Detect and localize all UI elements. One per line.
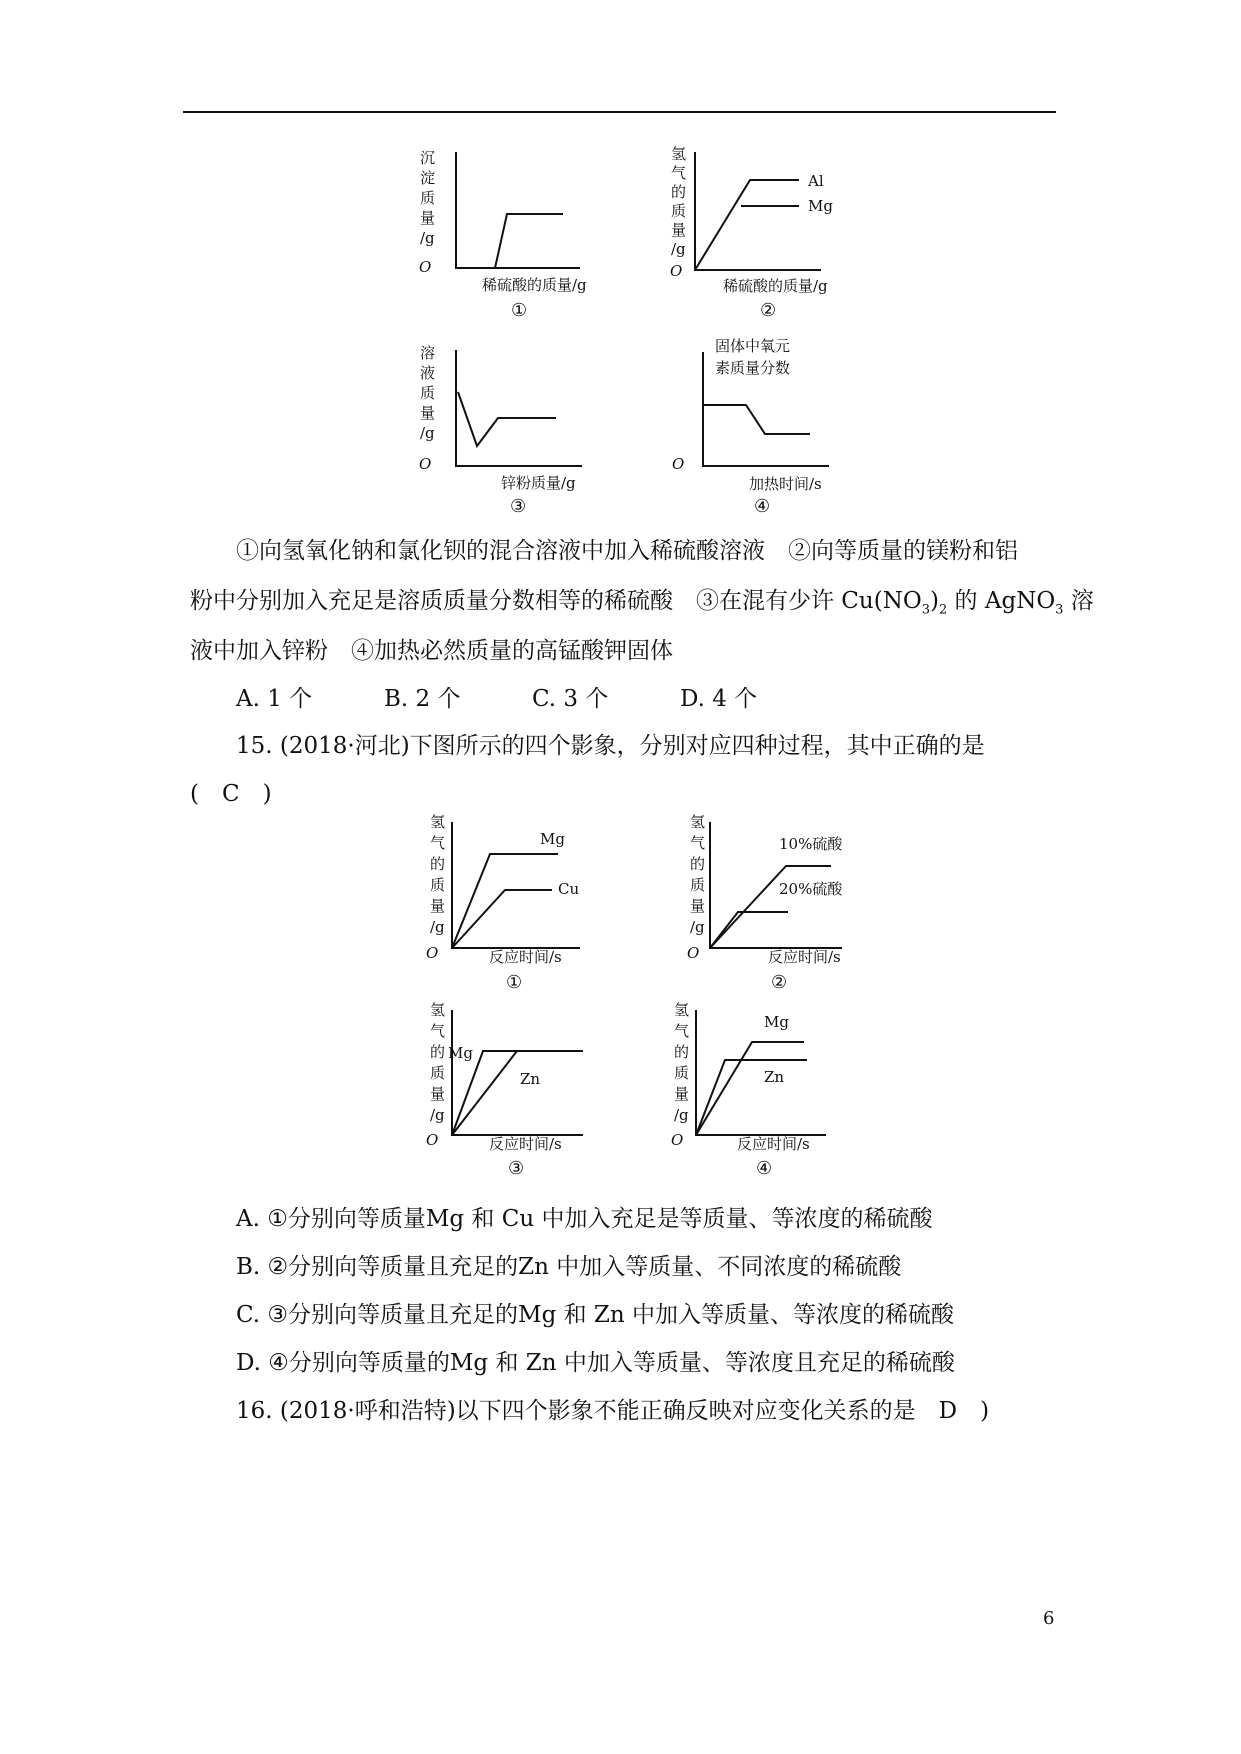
graph-q15-1-svg [426, 812, 610, 997]
series-label-20pct: 20%硫酸 [779, 880, 843, 898]
graph-q15-1 [426, 812, 610, 997]
y-label-char: /g [430, 918, 445, 936]
series-label-zn: Zn [520, 1070, 541, 1088]
graph-q14-3-svg [419, 342, 610, 517]
x-axis-label: 反应时间/s [737, 1135, 810, 1153]
series-label-mg: Mg [540, 830, 565, 848]
subscript: 2 [938, 602, 948, 618]
y-label-char: 质 [690, 876, 706, 894]
origin-label: O [687, 944, 700, 962]
graph-q14-2-svg [670, 145, 871, 321]
axes [452, 1010, 583, 1135]
axes [696, 1010, 826, 1135]
graph-q14-4 [672, 332, 875, 517]
y-label-char: 气 [430, 834, 446, 852]
y-label-char: 的 [430, 855, 446, 873]
graph-q14-1-svg [419, 148, 610, 321]
y-label-char: 氢 [430, 1001, 446, 1019]
q14-desc-line2 [190, 582, 1094, 618]
series-line [495, 214, 563, 268]
option-d[interactable]: D. 4 个 [680, 686, 758, 712]
q15-option-d[interactable]: D. ④分别向等质量的Mg 和 Zn 中加入等质量、等浓度且充足的稀硫酸 [236, 1350, 955, 1376]
q14-desc-line1: ①向氢氧化钠和氯化钡的混合溶液中加入稀硫酸溶液 ②向等质量的镁粉和铝 [236, 538, 1018, 564]
series-label-mg: Mg [808, 197, 833, 215]
graph-q14-2 [670, 145, 871, 321]
x-axis-label: 反应时间/s [489, 1135, 562, 1153]
graph-number: ② [771, 972, 788, 993]
series-label-al: Al [808, 172, 824, 190]
header-rule [183, 111, 1056, 113]
option-b[interactable]: B. 2 个 [384, 686, 461, 712]
y-label-char: 质 [430, 876, 446, 894]
y-label-char: 的 [671, 183, 687, 201]
series-line-mg [696, 1042, 804, 1135]
y-label-char: 量 [420, 404, 436, 422]
graph-q14-1 [419, 148, 610, 321]
series-label-mg: Mg [448, 1044, 473, 1062]
series-line-mg [452, 1051, 583, 1135]
x-axis-label: 稀硫酸的质量/g [723, 277, 828, 295]
y-label-char: 量 [674, 1085, 690, 1103]
x-axis-label: 反应时间/s [768, 948, 841, 966]
graph-number: ① [511, 300, 528, 321]
y-label-char: 量 [430, 897, 446, 915]
y-label-char: 质 [420, 189, 436, 207]
y-label-char: 质 [674, 1064, 690, 1082]
series-label-cu: Cu [558, 880, 580, 898]
q15-option-a[interactable]: A. ①分别向等质量Mg 和 Cu 中加入充足是等质量、等浓度的稀硫酸 [236, 1206, 933, 1232]
origin-label: O [672, 455, 685, 473]
y-label-char: 氢 [671, 145, 687, 163]
y-label-char: 量 [420, 209, 436, 227]
x-axis-label: 反应时间/s [489, 948, 562, 966]
y-label-char: 气 [674, 1022, 690, 1040]
series-line-zn [696, 1060, 807, 1135]
subscript: 3 [1055, 602, 1064, 618]
y-label-char: 气 [671, 164, 687, 182]
graph-number: ③ [510, 496, 527, 517]
y-label-char: 的 [674, 1043, 690, 1061]
y-label-char: 量 [690, 897, 706, 915]
q14-options [236, 680, 757, 713]
desc-text: 溶 [1063, 588, 1094, 614]
y-label-char: 的 [430, 1043, 446, 1061]
origin-label: O [426, 944, 439, 962]
x-axis-label: 锌粉质量/g [501, 474, 576, 492]
q15-option-c[interactable]: C. ③分别向等质量且充足的Mg 和 Zn 中加入等质量、等浓度的稀硫酸 [236, 1302, 955, 1328]
y-label-char: /g [430, 1106, 445, 1124]
q15-stem-line2: ( C ) [190, 781, 272, 807]
series-line-10pct [710, 866, 831, 948]
subscript: 3 [921, 602, 930, 618]
series-line-al [695, 180, 799, 270]
y-label-char: 溶 [420, 344, 436, 362]
series-line-cu [452, 890, 552, 948]
desc-text: 的 AgNO [947, 588, 1056, 614]
series-label-zn: Zn [764, 1068, 785, 1086]
graph-q15-4 [671, 1000, 864, 1190]
y-label-char: 氢 [674, 1001, 690, 1019]
series-line [703, 405, 810, 434]
graph-number: ④ [754, 496, 771, 517]
graph-q15-3-svg [426, 1000, 610, 1190]
q14-desc-line3: 液中加入锌粉 ④加热必然质量的高锰酸钾固体 [190, 638, 673, 664]
y-label-line: 固体中氧元 [715, 337, 791, 355]
y-label-char: /g [674, 1106, 689, 1124]
y-label-char: 沉 [420, 149, 436, 167]
y-label-char: 的 [690, 855, 706, 873]
series-line [458, 392, 556, 446]
y-label-char: 质 [430, 1064, 446, 1082]
y-label-char: /g [671, 240, 686, 258]
graph-q14-3 [419, 342, 610, 517]
y-label-char: /g [420, 424, 435, 442]
axes [456, 350, 582, 466]
y-label-char: 氢 [430, 813, 446, 831]
y-label-char: 氢 [690, 813, 706, 831]
desc-text: ) [929, 588, 939, 614]
axes [456, 152, 580, 268]
graph-q15-3 [426, 1000, 610, 1190]
graph-number: ② [760, 300, 777, 321]
graph-q15-4-svg [671, 1000, 864, 1190]
graph-q15-2 [687, 812, 880, 997]
y-label-char: 气 [690, 834, 706, 852]
series-line-mg [452, 854, 558, 948]
y-label-char: 质 [420, 384, 436, 402]
graph-number: ③ [508, 1158, 525, 1179]
series-line-20pct [710, 912, 788, 948]
x-axis-label: 加热时间/s [749, 475, 822, 493]
page-number: 6 [1043, 1608, 1055, 1629]
graph-q14-4-svg [672, 332, 875, 517]
q15-stem-line1: 15. (2018·河北)下图所示的四个影象，分别对应四种过程，其中正确的是 [236, 733, 985, 759]
q15-option-b[interactable]: B. ②分别向等质量且充足的Zn 中加入等质量、不同浓度的稀硫酸 [236, 1254, 902, 1280]
graph-q15-2-svg [687, 812, 880, 997]
y-label-char: /g [420, 229, 435, 247]
y-label-char: 淀 [420, 169, 436, 187]
origin-label: O [419, 258, 432, 276]
origin-label: O [670, 262, 683, 280]
origin-label: O [426, 1131, 439, 1149]
option-a[interactable]: A. 1 个 [236, 686, 313, 712]
origin-label: O [419, 455, 432, 473]
graph-number: ④ [756, 1158, 773, 1179]
y-label-line: 素质量分数 [715, 359, 791, 377]
y-label-char: 质 [671, 202, 687, 220]
desc-text: 粉中分别加入充足是溶质质量分数相等的稀硫酸 ③在混有少许 Cu(NO [190, 588, 922, 614]
y-label-char: /g [690, 918, 705, 936]
graph-number: ① [506, 972, 523, 993]
series-label-10pct: 10%硫酸 [779, 835, 843, 853]
q16-stem: 16. (2018·呼和浩特)以下四个影象不能正确反映对应变化关系的是 D ) [236, 1398, 990, 1424]
series-line-zn [452, 1051, 517, 1135]
option-c[interactable]: C. 3 个 [532, 686, 609, 712]
y-label-char: 液 [420, 364, 436, 382]
y-label-char: 气 [430, 1022, 446, 1040]
axes [695, 152, 821, 270]
x-axis-label: 稀硫酸的质量/g [482, 276, 587, 294]
y-label-char: 量 [430, 1085, 446, 1103]
y-label-char: 量 [671, 221, 687, 239]
series-label-mg: Mg [764, 1013, 789, 1031]
origin-label: O [671, 1131, 684, 1149]
